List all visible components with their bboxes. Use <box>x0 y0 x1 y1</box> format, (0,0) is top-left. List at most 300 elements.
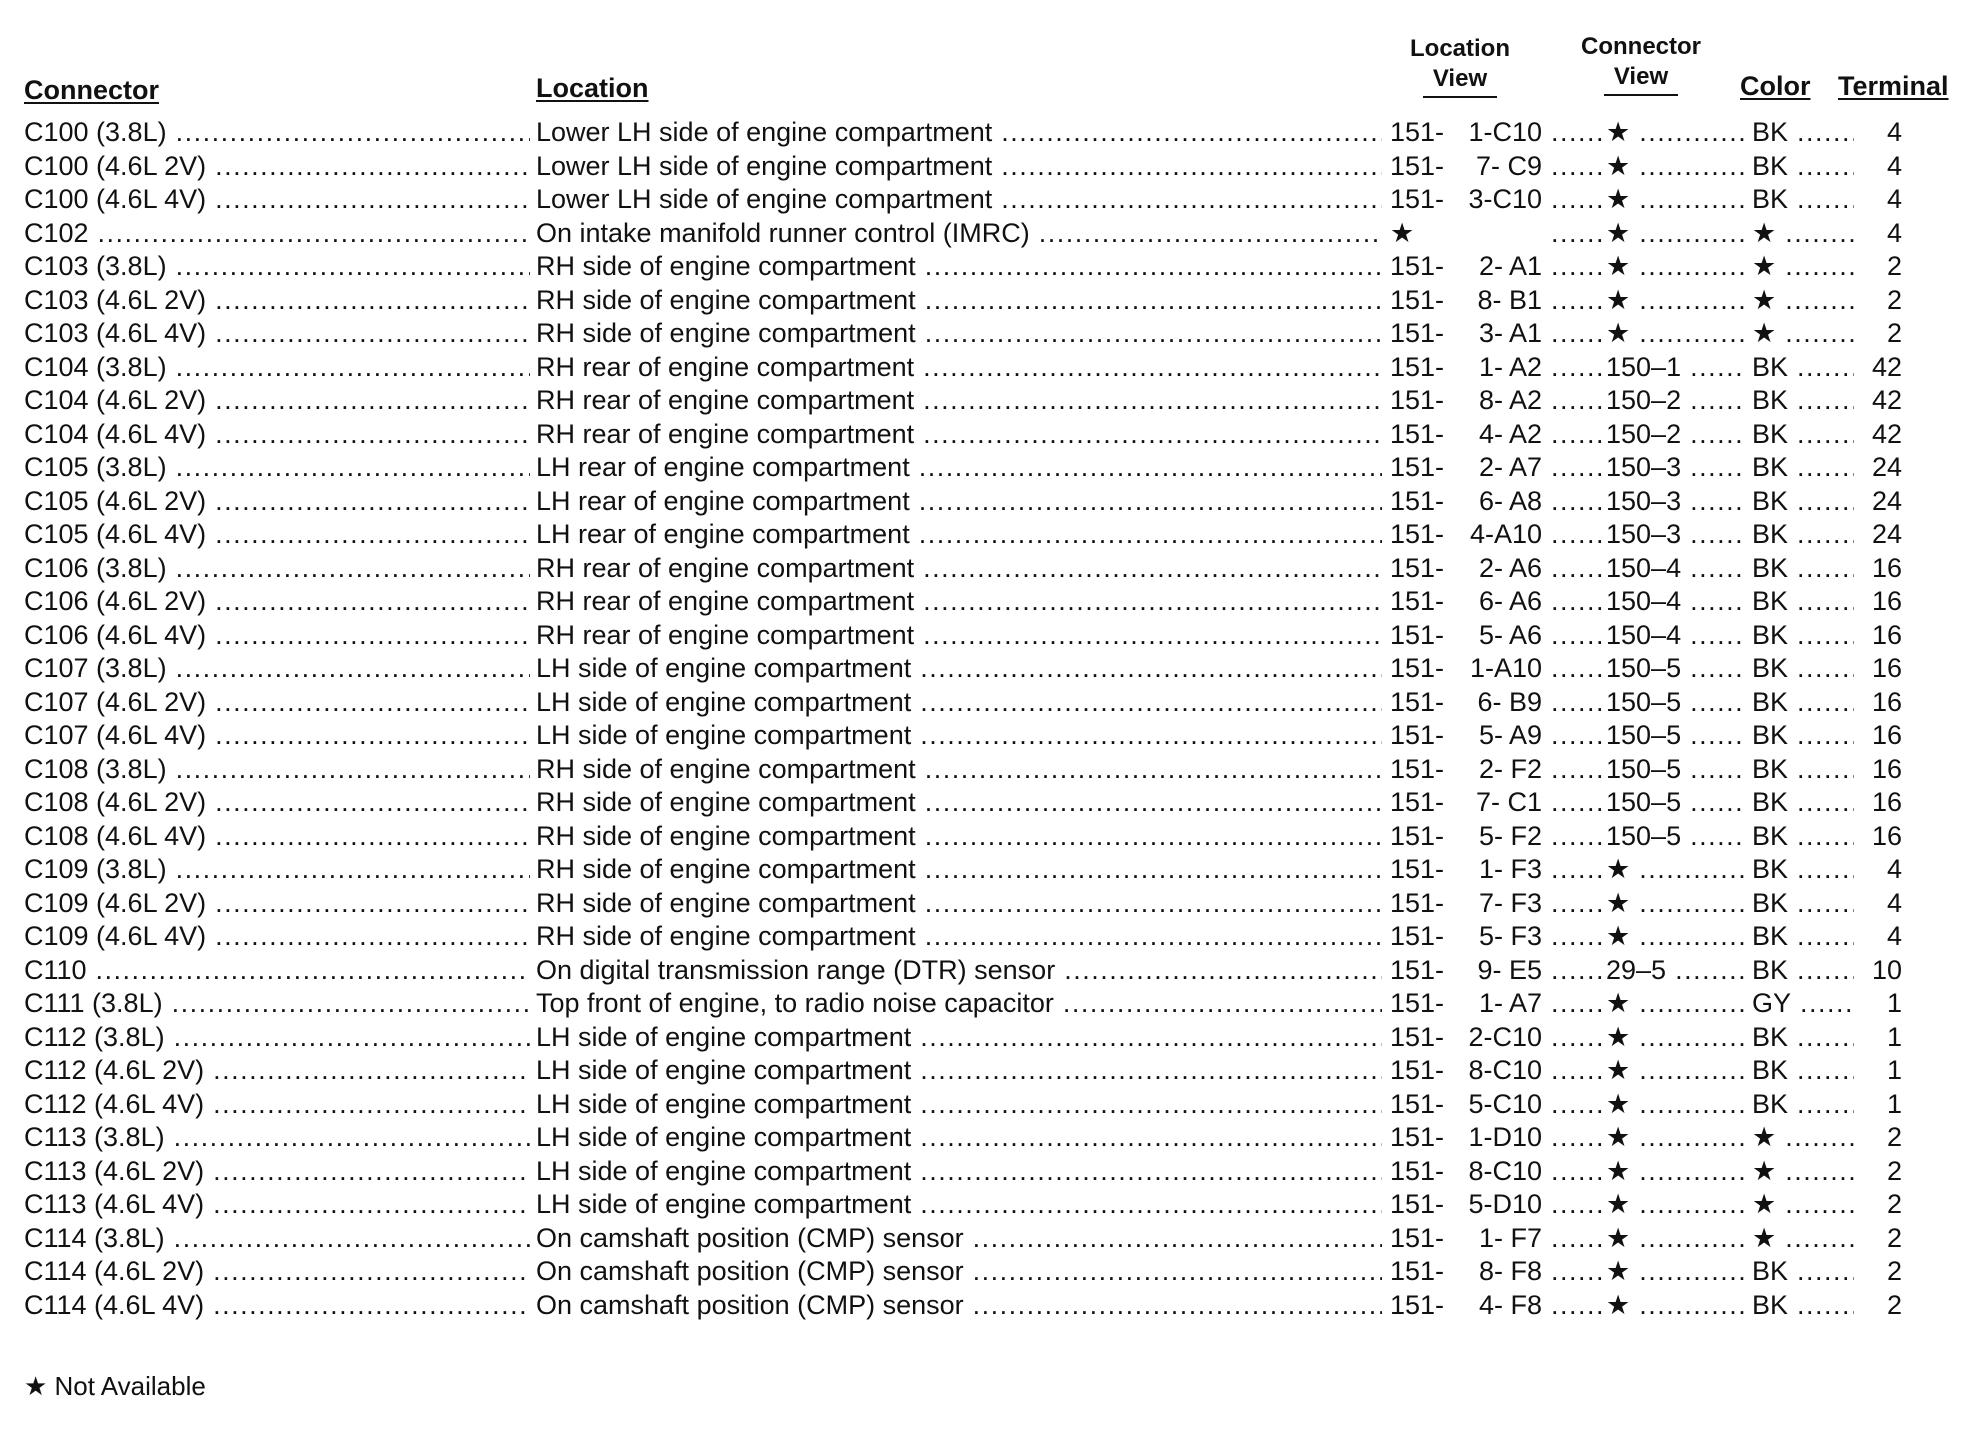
location-cell-text: RH side of engine compartment <box>536 753 916 784</box>
location-view-code: 6- A8 <box>1478 485 1542 516</box>
terminal-cell-text: 4 <box>1886 854 1902 884</box>
terminal-cell <box>1866 1054 1902 1087</box>
connector-view-cell <box>1606 987 1744 1020</box>
location-view-prefix: 151- <box>1390 251 1445 281</box>
terminal-cell-text: 1 <box>1886 1021 1902 1052</box>
location-cell-text: LH rear of engine compartment <box>536 485 910 516</box>
location-cell-text: RH rear of engine compartment <box>536 351 915 382</box>
location-view-code: 1- A7 <box>1478 988 1542 1018</box>
terminal-cell <box>1866 552 1902 585</box>
color-cell-text: BK <box>1752 954 1789 985</box>
location-view-prefix: 151- <box>1390 385 1445 415</box>
location-view-code: 3-C10 <box>1468 184 1542 214</box>
location-cell <box>536 686 1382 719</box>
location-cell <box>536 1289 1382 1322</box>
table-row <box>0 485 1978 519</box>
location-view-code: 1-A10 <box>1469 653 1542 683</box>
terminal-cell <box>1866 820 1902 853</box>
connector-cell-text: C113 (4.6L 4V) <box>24 1189 205 1219</box>
terminal-cell-text: 42 <box>1871 385 1902 415</box>
location-view-code: 1- F7 <box>1478 1222 1542 1253</box>
location-view-cell <box>1390 1222 1602 1255</box>
location-view-prefix: 151- <box>1390 1189 1445 1219</box>
connector-cell <box>24 317 530 350</box>
connector-view-cell <box>1606 418 1744 451</box>
location-view-prefix: 151- <box>1390 1122 1445 1152</box>
location-view-cell <box>1390 485 1602 518</box>
terminal-cell-text: 2 <box>1886 1289 1902 1320</box>
terminal-cell-text: 2 <box>1886 284 1902 315</box>
connector-cell <box>24 753 530 786</box>
connector-view-cell <box>1606 786 1744 819</box>
location-view-cell <box>1390 1255 1602 1288</box>
terminal-cell-text: 42 <box>1871 418 1902 449</box>
color-cell <box>1752 1088 1854 1121</box>
connector-view-cell-text: 150–4 <box>1606 552 1682 583</box>
location-view-code: 9- E5 <box>1477 954 1542 985</box>
connector-view-cell-text: 150–5 <box>1606 720 1682 750</box>
location-view-code: 5- A6 <box>1478 619 1542 650</box>
location-view-cell <box>1390 317 1602 350</box>
connector-cell-text: C106 (4.6L 4V) <box>24 619 207 650</box>
location-view-prefix: 151- <box>1390 184 1445 214</box>
terminal-cell <box>1866 686 1902 719</box>
connector-view-cell <box>1606 217 1744 250</box>
connector-cell <box>24 954 530 987</box>
table-row <box>0 719 1978 753</box>
color-cell <box>1752 250 1854 283</box>
location-view-cell <box>1390 1121 1602 1154</box>
connector-view-cell-text: 150–5 <box>1606 753 1682 784</box>
location-cell <box>536 552 1382 585</box>
connector-view-cell-text: 150–4 <box>1606 619 1682 650</box>
table-row <box>0 1054 1978 1088</box>
location-view-prefix: 151- <box>1390 117 1445 147</box>
color-cell <box>1752 317 1854 350</box>
color-cell <box>1752 619 1854 652</box>
table-row <box>0 1021 1978 1055</box>
terminal-cell <box>1866 485 1902 518</box>
header-location-view-line2: View <box>1423 64 1497 98</box>
connector-cell-text: C104 (4.6L 4V) <box>24 418 207 449</box>
connector-view-cell <box>1606 1155 1744 1188</box>
connector-cell-text: C108 (3.8L) <box>24 753 167 784</box>
location-cell-text: On camshaft position (CMP) sensor <box>536 1289 964 1320</box>
connector-view-cell-text: ★ <box>1606 318 1631 348</box>
color-cell <box>1752 652 1854 685</box>
location-view-code: 6- B9 <box>1477 686 1542 717</box>
color-cell <box>1752 284 1854 317</box>
location-cell-text: RH side of engine compartment <box>536 854 916 884</box>
connector-view-cell <box>1606 150 1744 183</box>
location-cell <box>536 887 1382 920</box>
table-row <box>0 820 1978 854</box>
color-cell <box>1752 1255 1854 1288</box>
connector-view-cell-text: ★ <box>1606 854 1631 884</box>
connector-view-cell-text: 150–1 <box>1606 351 1682 382</box>
terminal-cell-text: 16 <box>1871 586 1902 616</box>
table-row <box>0 284 1978 318</box>
terminal-cell-text: 24 <box>1871 485 1902 516</box>
location-view-prefix: 151- <box>1390 921 1445 951</box>
location-cell <box>536 518 1382 551</box>
table-row <box>0 351 1978 385</box>
header-connector-view-line1: Connector <box>1581 33 1701 60</box>
location-cell-text: On intake manifold runner control (IMRC) <box>536 217 1030 248</box>
connector-cell <box>24 652 530 685</box>
color-cell-text: BK <box>1752 351 1789 382</box>
connector-view-cell-text: ★ <box>1606 1122 1631 1152</box>
connector-cell <box>24 1054 530 1087</box>
location-cell <box>536 418 1382 451</box>
location-cell-text: Lower LH side of engine compartment <box>536 184 993 214</box>
connector-cell <box>24 619 530 652</box>
terminal-cell <box>1866 1088 1902 1121</box>
location-cell <box>536 183 1382 216</box>
color-cell-text: BK <box>1752 418 1789 449</box>
connector-cell <box>24 485 530 518</box>
color-cell-text: BK <box>1752 887 1789 918</box>
location-view-cell <box>1390 786 1602 819</box>
color-cell-text: ★ <box>1752 251 1777 281</box>
color-cell <box>1752 753 1854 786</box>
table-row <box>0 418 1978 452</box>
connector-cell-text: C100 (4.6L 2V) <box>24 150 207 181</box>
connector-cell <box>24 987 530 1020</box>
location-cell-text: On camshaft position (CMP) sensor <box>536 1256 964 1286</box>
location-view-cell <box>1390 150 1602 183</box>
connector-cell <box>24 585 530 618</box>
table-body <box>0 116 1978 1322</box>
location-cell-text: RH side of engine compartment <box>536 921 916 951</box>
location-view-prefix: 151- <box>1390 988 1445 1018</box>
location-view-prefix: 151- <box>1390 1088 1445 1119</box>
terminal-cell-text: 4 <box>1886 217 1902 248</box>
location-cell <box>536 987 1382 1020</box>
table-row <box>0 987 1978 1021</box>
location-cell-text: RH side of engine compartment <box>536 820 916 851</box>
connector-cell <box>24 284 530 317</box>
terminal-cell <box>1866 1222 1902 1255</box>
terminal-cell <box>1866 786 1902 819</box>
location-view-cell <box>1390 217 1602 250</box>
location-view-cell <box>1390 1289 1602 1322</box>
color-cell-text: BK <box>1752 1021 1789 1052</box>
connector-cell <box>24 1155 530 1188</box>
connector-view-cell <box>1606 887 1744 920</box>
terminal-cell <box>1866 954 1902 987</box>
connector-view-cell-text: ★ <box>1606 184 1631 214</box>
connector-view-cell <box>1606 1021 1744 1054</box>
terminal-cell <box>1866 652 1902 685</box>
color-cell-text: ★ <box>1752 1222 1777 1253</box>
terminal-cell-text: 16 <box>1871 653 1902 683</box>
table-row <box>0 585 1978 619</box>
color-cell-text: ★ <box>1752 1122 1777 1152</box>
connector-view-cell <box>1606 1121 1744 1154</box>
connector-cell-text: C102 <box>24 217 89 248</box>
location-view-code: 1- F3 <box>1478 854 1542 884</box>
location-view-prefix: 151- <box>1390 519 1445 549</box>
table-row <box>0 686 1978 720</box>
location-cell-text: Top front of engine, to radio noise capacitor <box>536 988 1054 1018</box>
connector-view-cell <box>1606 920 1744 953</box>
terminal-cell <box>1866 116 1902 149</box>
connector-view-cell-text: 150–5 <box>1606 820 1682 851</box>
connector-cell-text: C110 <box>24 954 87 985</box>
connector-cell <box>24 920 530 953</box>
color-cell <box>1752 518 1854 551</box>
terminal-cell <box>1866 284 1902 317</box>
location-view-cell <box>1390 1021 1602 1054</box>
color-cell <box>1752 853 1854 886</box>
color-cell-text: ★ <box>1752 1155 1777 1186</box>
connector-cell-text: C112 (4.6L 4V) <box>24 1088 205 1119</box>
location-view-cell <box>1390 652 1602 685</box>
color-cell-text: BK <box>1752 820 1789 851</box>
color-cell <box>1752 183 1854 216</box>
terminal-cell <box>1866 418 1902 451</box>
location-cell <box>536 250 1382 283</box>
location-cell <box>536 1021 1382 1054</box>
terminal-cell <box>1866 518 1902 551</box>
color-cell <box>1752 954 1854 987</box>
connector-view-cell-text: 150–5 <box>1606 686 1682 717</box>
color-cell-text: BK <box>1752 1088 1789 1119</box>
terminal-cell-text: 16 <box>1871 720 1902 750</box>
connector-view-cell <box>1606 485 1744 518</box>
location-view-code: 5- F2 <box>1478 820 1542 851</box>
connector-view-cell <box>1606 1054 1744 1087</box>
location-view-cell <box>1390 1188 1602 1221</box>
connector-cell <box>24 150 530 183</box>
connector-cell-text: C104 (4.6L 2V) <box>24 385 207 415</box>
location-view-code: 6- A6 <box>1478 586 1542 616</box>
location-view-cell <box>1390 853 1602 886</box>
connector-view-cell <box>1606 1188 1744 1221</box>
location-view-cell <box>1390 920 1602 953</box>
table-row <box>0 116 1978 150</box>
location-cell-text: RH rear of engine compartment <box>536 418 915 449</box>
connector-cell <box>24 1121 530 1154</box>
location-cell <box>536 719 1382 752</box>
table-row <box>0 619 1978 653</box>
location-cell <box>536 451 1382 484</box>
location-cell <box>536 116 1382 149</box>
location-view-code: 3- A1 <box>1478 318 1542 348</box>
terminal-cell <box>1866 1255 1902 1288</box>
connector-cell <box>24 518 530 551</box>
table-row <box>0 1121 1978 1155</box>
connector-view-cell-text: ★ <box>1606 988 1631 1018</box>
table-row <box>0 920 1978 954</box>
location-view-prefix: 151- <box>1390 351 1445 382</box>
connector-cell-text: C108 (4.6L 2V) <box>24 787 207 817</box>
location-cell-text: LH side of engine compartment <box>536 1155 912 1186</box>
terminal-cell <box>1866 384 1902 417</box>
terminal-cell-text: 4 <box>1886 184 1902 214</box>
connector-cell <box>24 786 530 819</box>
location-view-prefix: 151- <box>1390 284 1445 315</box>
terminal-cell-text: 1 <box>1886 988 1902 1018</box>
location-cell-text: RH side of engine compartment <box>536 284 916 315</box>
location-view-code: 1-C10 <box>1468 117 1542 147</box>
location-cell <box>536 384 1382 417</box>
terminal-cell <box>1866 619 1902 652</box>
terminal-cell-text: 16 <box>1871 619 1902 650</box>
table-row <box>0 853 1978 887</box>
color-cell-text: ★ <box>1752 318 1777 348</box>
location-view-cell <box>1390 1054 1602 1087</box>
connector-view-cell <box>1606 853 1744 886</box>
connector-cell <box>24 1222 530 1255</box>
connector-cell-text: C103 (4.6L 2V) <box>24 284 207 315</box>
location-view-code: 1-D10 <box>1468 1122 1542 1152</box>
color-cell <box>1752 1121 1854 1154</box>
terminal-cell <box>1866 451 1902 484</box>
connector-cell-text: C100 (3.8L) <box>24 117 167 147</box>
location-view-cell <box>1390 250 1602 283</box>
connector-view-cell-text: ★ <box>1606 1189 1631 1219</box>
connector-cell <box>24 451 530 484</box>
color-cell-text: BK <box>1752 485 1789 516</box>
connector-cell-text: C114 (4.6L 4V) <box>24 1289 205 1320</box>
connector-view-cell-text: ★ <box>1606 1021 1631 1052</box>
table-row <box>0 954 1978 988</box>
color-cell <box>1752 1155 1854 1188</box>
terminal-cell <box>1866 1155 1902 1188</box>
terminal-cell <box>1866 183 1902 216</box>
connector-cell <box>24 1021 530 1054</box>
connector-cell-text: C113 (4.6L 2V) <box>24 1155 205 1186</box>
terminal-cell <box>1866 887 1902 920</box>
color-cell-text: BK <box>1752 150 1789 181</box>
table-row <box>0 1255 1978 1289</box>
terminal-cell-text: 16 <box>1871 686 1902 717</box>
location-view-prefix: 151- <box>1390 820 1445 851</box>
location-cell <box>536 284 1382 317</box>
connector-cell-text: C100 (4.6L 4V) <box>24 184 207 214</box>
location-cell-text: On digital transmission range (DTR) sensor <box>536 954 1056 985</box>
location-cell <box>536 1222 1382 1255</box>
location-view-prefix: ★ <box>1390 217 1415 248</box>
color-cell-text: BK <box>1752 686 1789 717</box>
location-cell <box>536 217 1382 250</box>
color-cell <box>1752 1054 1854 1087</box>
location-cell <box>536 1155 1382 1188</box>
terminal-cell <box>1866 317 1902 350</box>
color-cell-text: BK <box>1752 720 1789 750</box>
connector-view-cell <box>1606 954 1744 987</box>
location-view-cell <box>1390 116 1602 149</box>
footnote: ★ Not Available <box>24 1371 206 1401</box>
color-cell-text: BK <box>1752 1055 1789 1085</box>
location-view-prefix: 151- <box>1390 854 1445 884</box>
terminal-cell-text: 10 <box>1871 954 1902 985</box>
location-view-prefix: 151- <box>1390 452 1445 482</box>
location-view-code: 7- F3 <box>1478 887 1542 918</box>
connector-cell-text: C111 (3.8L) <box>24 988 163 1018</box>
location-view-prefix: 151- <box>1390 619 1445 650</box>
header-location-view-line1: Location <box>1410 35 1510 62</box>
terminal-cell-text: 2 <box>1886 1122 1902 1152</box>
location-view-prefix: 151- <box>1390 954 1445 985</box>
location-cell-text: LH side of engine compartment <box>536 1189 912 1219</box>
table-row <box>0 1188 1978 1222</box>
color-cell <box>1752 920 1854 953</box>
location-view-prefix: 151- <box>1390 787 1445 817</box>
location-view-cell <box>1390 954 1602 987</box>
connector-cell-text: C108 (4.6L 4V) <box>24 820 207 851</box>
connector-view-cell <box>1606 451 1744 484</box>
color-cell-text: BK <box>1752 1289 1789 1320</box>
connector-view-cell <box>1606 719 1744 752</box>
terminal-cell-text: 24 <box>1871 519 1902 549</box>
terminal-cell <box>1866 753 1902 786</box>
connector-cell <box>24 552 530 585</box>
connector-view-cell <box>1606 183 1744 216</box>
location-cell-text: RH side of engine compartment <box>536 787 916 817</box>
location-view-cell <box>1390 384 1602 417</box>
location-cell <box>536 753 1382 786</box>
location-view-cell <box>1390 585 1602 618</box>
location-view-cell <box>1390 719 1602 752</box>
connector-view-cell <box>1606 518 1744 551</box>
table-row <box>0 250 1978 284</box>
color-cell <box>1752 351 1854 384</box>
connector-view-cell <box>1606 1222 1744 1255</box>
terminal-cell <box>1866 853 1902 886</box>
location-view-prefix: 151- <box>1390 887 1445 918</box>
color-cell <box>1752 820 1854 853</box>
connector-cell-text: C107 (3.8L) <box>24 653 167 683</box>
color-cell-text: BK <box>1752 854 1789 884</box>
terminal-cell <box>1866 1289 1902 1322</box>
connector-view-cell-text: ★ <box>1606 117 1631 147</box>
location-cell-text: LH side of engine compartment <box>536 1021 912 1052</box>
connector-cell-text: C103 (4.6L 4V) <box>24 318 207 348</box>
location-view-cell <box>1390 451 1602 484</box>
terminal-cell-text: 2 <box>1886 1189 1902 1219</box>
header-terminal: Terminal <box>1838 71 1949 101</box>
connector-cell <box>24 887 530 920</box>
location-cell-text: LH rear of engine compartment <box>536 519 910 549</box>
location-cell <box>536 652 1382 685</box>
location-cell <box>536 585 1382 618</box>
connector-cell-text: C112 (3.8L) <box>24 1021 165 1052</box>
terminal-cell <box>1866 920 1902 953</box>
location-cell-text: LH side of engine compartment <box>536 653 912 683</box>
location-view-cell <box>1390 418 1602 451</box>
connector-cell <box>24 1188 530 1221</box>
color-cell <box>1752 1222 1854 1255</box>
color-cell <box>1752 418 1854 451</box>
table-row <box>0 451 1978 485</box>
location-cell <box>536 485 1382 518</box>
location-cell <box>536 317 1382 350</box>
terminal-cell-text: 1 <box>1886 1088 1902 1119</box>
location-view-code: 7- C1 <box>1475 787 1542 817</box>
color-cell-text: BK <box>1752 519 1789 549</box>
location-view-cell <box>1390 619 1602 652</box>
location-view-cell <box>1390 351 1602 384</box>
table-row <box>0 887 1978 921</box>
color-cell <box>1752 116 1854 149</box>
location-view-code: 5- F3 <box>1478 921 1542 951</box>
table-row <box>0 1155 1978 1189</box>
connector-view-cell <box>1606 619 1744 652</box>
location-view-code: 7- C9 <box>1475 150 1542 181</box>
